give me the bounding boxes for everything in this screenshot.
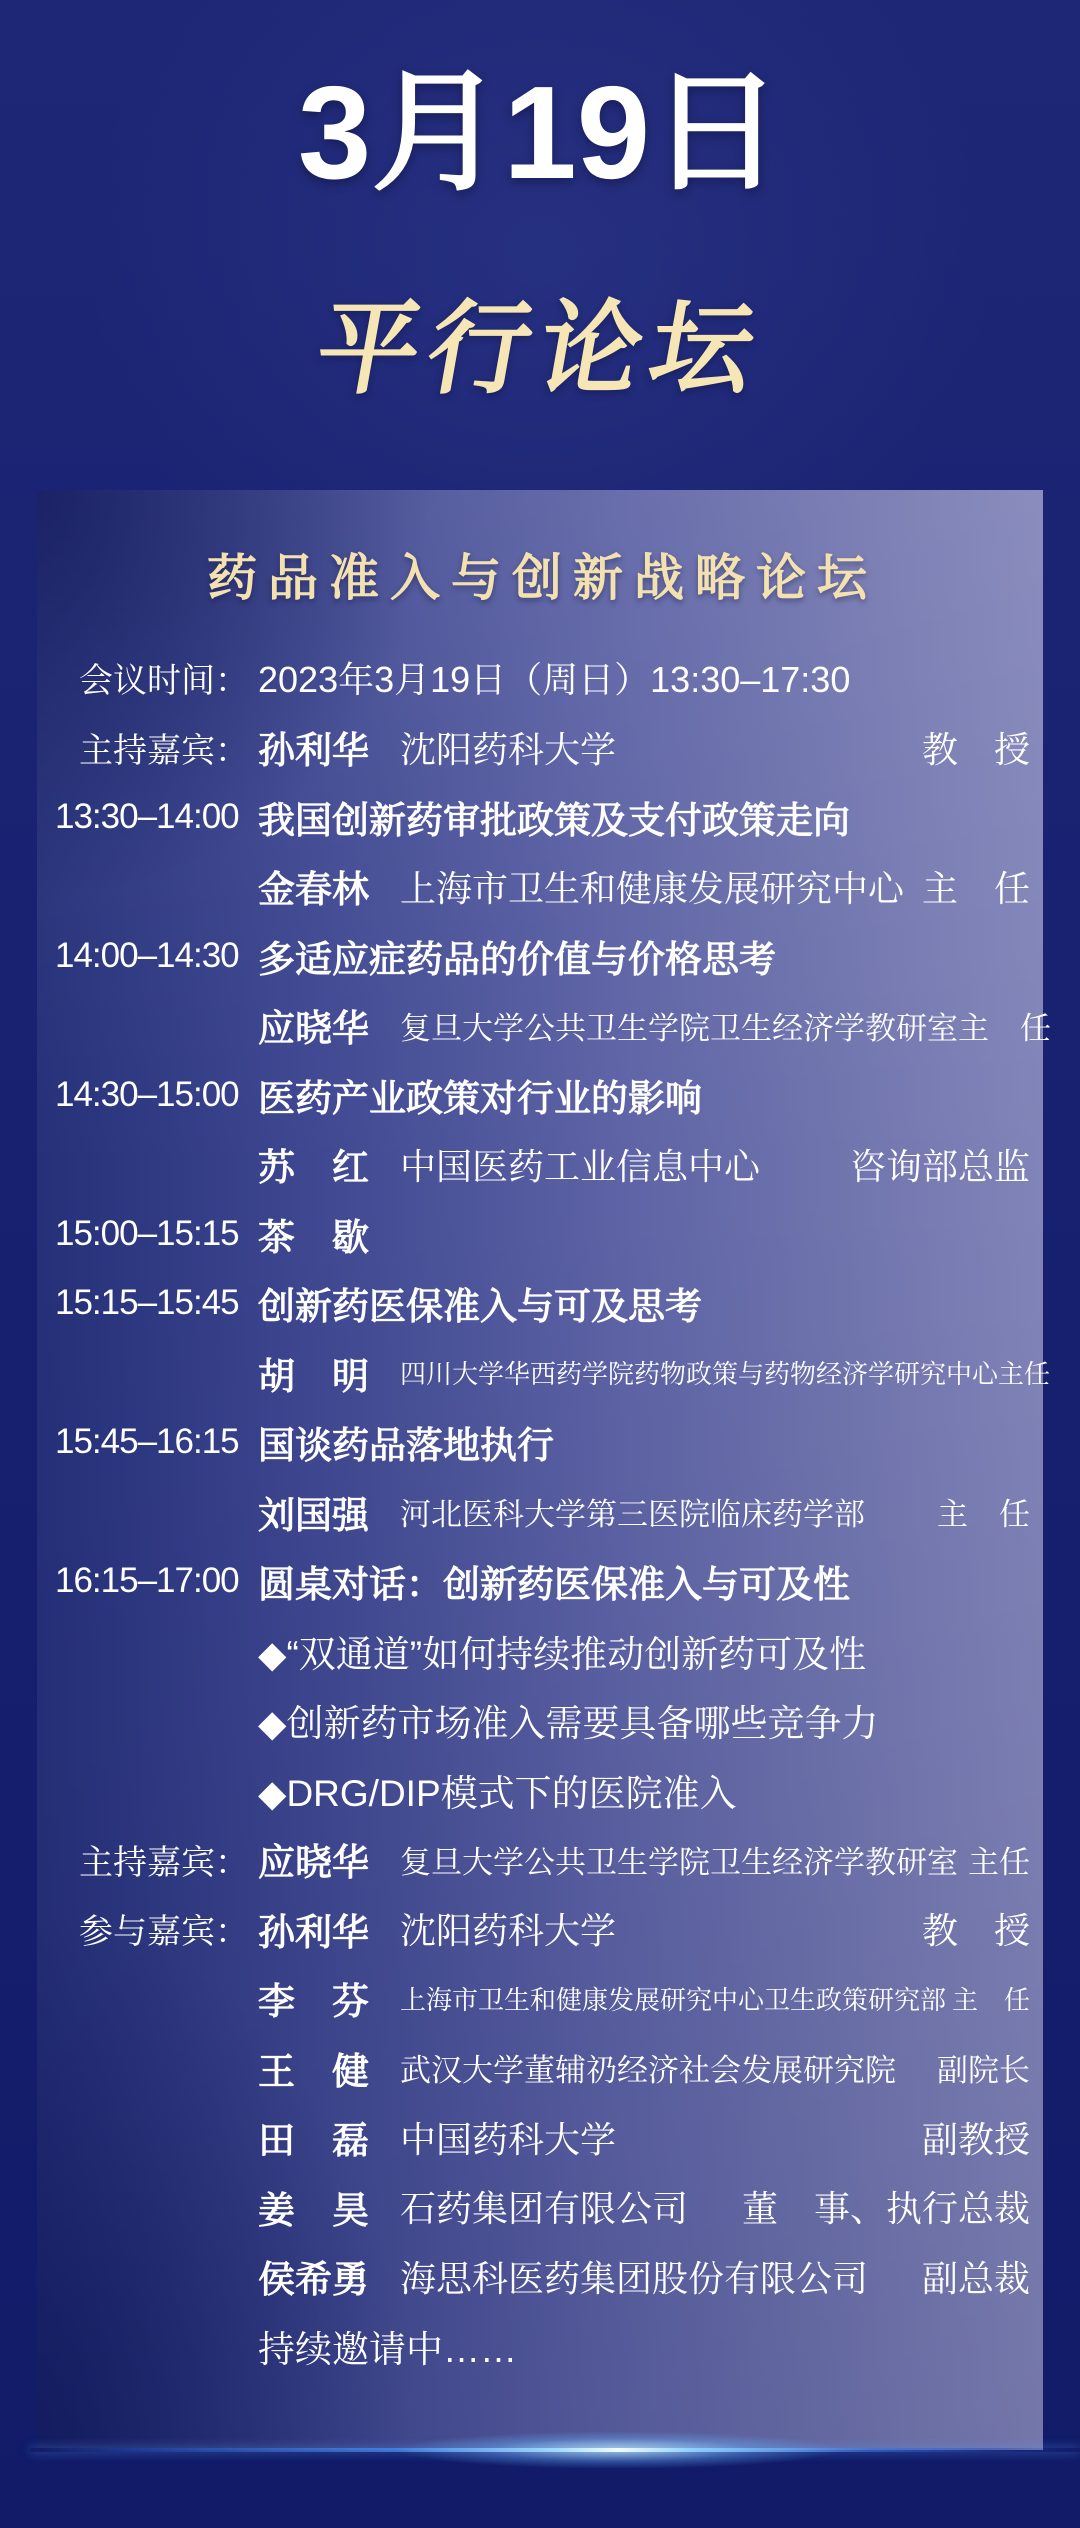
- poster-header: [0, 0, 1080, 410]
- speaker-name: 李 芬: [258, 1981, 369, 2023]
- agenda-topic-row: [55, 1408, 1030, 1478]
- roundtable-bullet: ◆“双通道”如何持续推动创新药可及性: [258, 1633, 867, 1675]
- invitation-note: 持续邀请中……: [258, 2328, 517, 2370]
- roundtable-title: 圆桌对话：创新药医保准入与可及性: [258, 1564, 850, 1606]
- time-slot: 13:30–14:00: [55, 796, 239, 836]
- forum-host-row: [55, 713, 1030, 783]
- time-slot: 15:45–16:15: [55, 1422, 239, 1462]
- speaker-affiliation: 河北医科大学第三医院临床药学部: [400, 1497, 865, 1533]
- time-slot: 15:15–15:45: [55, 1283, 239, 1323]
- participant-row: [55, 2103, 1030, 2173]
- participant-row: [55, 2242, 1030, 2312]
- time-slot: 16:15–17:00: [55, 1561, 239, 1601]
- roundtable-topic-row: [55, 1547, 1030, 1617]
- roundtable-bullet-row: [55, 1686, 1030, 1756]
- meeting-time-label: 会议时间：: [79, 662, 249, 701]
- speaker-affiliation: 沈阳药科大学: [400, 1910, 617, 1952]
- agenda-topic-row: [55, 1060, 1030, 1130]
- speaker-position: 副总裁: [921, 2257, 1030, 2299]
- speaker-name: 金春林: [258, 869, 369, 911]
- speaker-affiliation: 四川大学华西药学院药物政策与药物经济学研究中心: [400, 1359, 999, 1390]
- speaker-position: 主 任: [937, 1497, 1030, 1533]
- speaker-affiliation: 沈阳药科大学: [400, 728, 617, 770]
- speaker-affiliation: 中国医药工业信息中心: [400, 1145, 761, 1187]
- speaker-affiliation: 上海市卫生和健康发展研究中心: [400, 867, 905, 909]
- speaker-position: 主任: [998, 1359, 1051, 1390]
- speaker-position: 副院长: [937, 2053, 1030, 2089]
- meeting-time-value: 2023年3月19日（周日）13:30–17:30: [258, 659, 851, 701]
- tea-break-label: 茶 歇: [258, 1216, 369, 1258]
- speaker-position: 教 授: [921, 728, 1030, 770]
- speaker-name: 姜 昊: [258, 2189, 369, 2231]
- agenda-speaker-row: [55, 1477, 1030, 1547]
- forum-title: 药品准入与创新战略论坛: [207, 550, 878, 606]
- speaker-position: 副教授: [921, 2118, 1030, 2160]
- roundtable-bullet-row: [55, 1616, 1030, 1686]
- roundtable-host-row: [55, 1825, 1030, 1895]
- tea-break-row: [55, 1199, 1030, 1269]
- agenda-rows: [55, 643, 1051, 2381]
- speaker-position: 咨询部总监: [849, 1145, 1030, 1187]
- host-label: 主持嘉宾：: [79, 731, 249, 770]
- topic-title: 医药产业政策对行业的影响: [258, 1077, 702, 1119]
- topic-title: 多适应症药品的价值与价格思考: [258, 938, 776, 980]
- invitation-note-row: [55, 2311, 1030, 2381]
- speaker-affiliation: 上海市卫生和健康发展研究中心卫生政策研究部: [400, 1984, 947, 2015]
- topic-title: 国谈药品落地执行: [258, 1425, 554, 1467]
- participant-row: [55, 1964, 1030, 2034]
- time-slot: 14:30–15:00: [55, 1074, 239, 1114]
- speaker-position: 教 授: [921, 1910, 1030, 1952]
- speaker-name: 王 健: [258, 2050, 369, 2092]
- speaker-position: 主任: [968, 1844, 1030, 1880]
- speaker-name: 苏 红: [258, 1147, 369, 1189]
- roundtable-bullet-row: [55, 1755, 1030, 1825]
- speaker-name: 应晓华: [258, 1008, 369, 1050]
- speaker-position: 董 事、执行总裁: [741, 2188, 1030, 2230]
- roundtable-bullet: ◆DRG/DIP模式下的医院准入: [258, 1772, 737, 1814]
- speaker-affiliation: 石药集团有限公司: [400, 2188, 689, 2230]
- participant-row: [55, 2172, 1030, 2242]
- speaker-name: 胡 明: [258, 1355, 369, 1397]
- agenda-speaker-row: [55, 1130, 1030, 1200]
- speaker-position: 主 任: [921, 867, 1030, 909]
- agenda-speaker-row: [55, 991, 1051, 1061]
- page-title: 3月19日: [297, 59, 783, 206]
- agenda-topic-row: [55, 782, 1030, 852]
- speaker-affiliation: 复旦大学公共卫生学院卫生经济学教研室: [400, 1010, 958, 1046]
- speaker-name: 刘国强: [258, 1494, 369, 1536]
- speaker-position: 主 任: [958, 1010, 1051, 1046]
- speaker-name: 田 磊: [258, 2120, 369, 2162]
- speaker-affiliation: 复旦大学公共卫生学院卫生经济学教研室: [400, 1844, 958, 1880]
- participant-row: [55, 2033, 1030, 2103]
- agenda-speaker-row: [55, 1338, 1051, 1408]
- participant-row: [55, 1894, 1030, 1964]
- speaker-affiliation: 武汉大学董辅礽经济社会发展研究院: [400, 2053, 896, 2089]
- agenda-topic-row: [55, 1269, 1030, 1339]
- speaker-name: 孙利华: [258, 730, 369, 772]
- participants-label: 参与嘉宾：: [79, 1913, 249, 1952]
- topic-title: 创新药医保准入与可及思考: [258, 1286, 702, 1328]
- forum-panel: [37, 490, 1051, 2450]
- speaker-affiliation: 中国药科大学: [400, 2118, 617, 2160]
- speaker-name: 孙利华: [258, 1911, 369, 1953]
- page-subtitle: 平行论坛: [307, 292, 773, 406]
- speaker-name: 应晓华: [258, 1842, 369, 1884]
- speaker-name: 侯希勇: [258, 2259, 369, 2301]
- host-label: 主持嘉宾：: [79, 1843, 249, 1882]
- agenda-speaker-row: [55, 852, 1030, 922]
- topic-title: 我国创新药审批政策及支付政策走向: [258, 799, 850, 841]
- meeting-time-row: [55, 643, 1030, 713]
- agenda-topic-row: [55, 921, 1030, 991]
- speaker-position: 主 任: [951, 1984, 1030, 2015]
- roundtable-bullet: ◆创新药市场准入需要具备哪些竞争力: [258, 1703, 879, 1745]
- speaker-affiliation: 海思科医药集团股份有限公司: [400, 2257, 869, 2299]
- time-slot: 15:00–15:15: [55, 1213, 239, 1253]
- time-slot: 14:00–14:30: [55, 935, 239, 975]
